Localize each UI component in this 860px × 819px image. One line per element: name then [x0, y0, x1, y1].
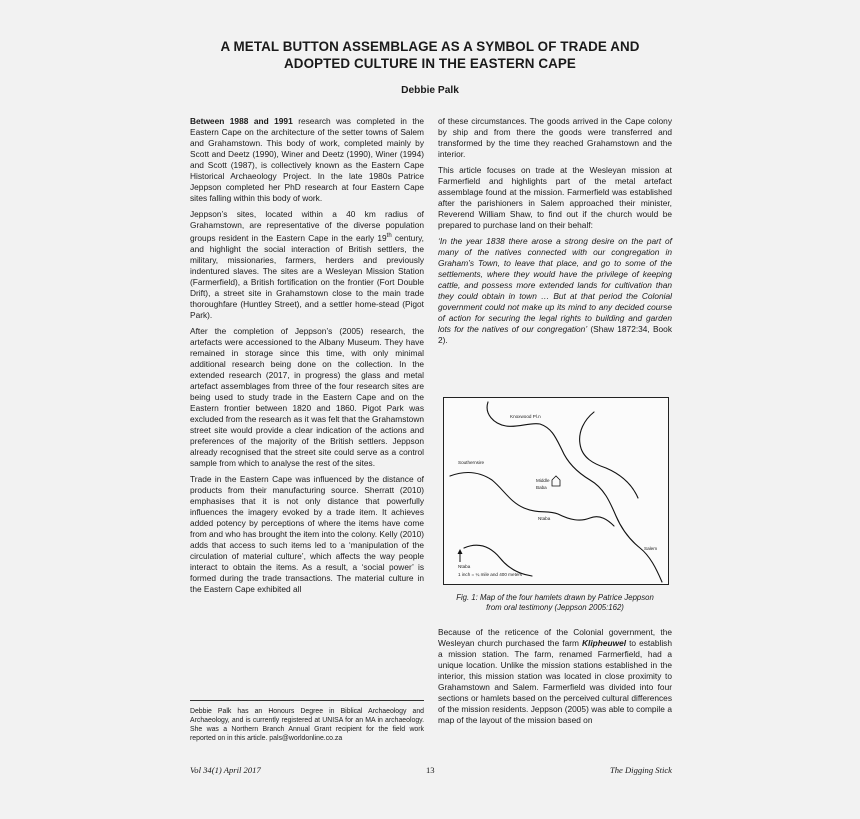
figure-caption-line-2: from oral testimony (Jeppson 2005:162): [486, 603, 624, 612]
left-column: [190, 116, 424, 600]
map-label-north: Ntaba: [458, 564, 471, 569]
north-arrow-icon: [458, 549, 463, 562]
left-paragraph-1: [190, 116, 424, 204]
farm-name: Klipheuwel: [581, 638, 627, 648]
right-column-continued: [438, 627, 672, 726]
article-title: [150, 38, 710, 72]
map-label-left: Southernsire: [458, 460, 485, 465]
right-paragraph-3-text-b: to establish a mission station. The farm, renamed Farmerfield, had a unique location. Unlike the mission stations established in the interior, this mission station was located in close proximity to Grahamstown and Salem. Farmerfield was divided into four sections or hamlets based on the perceived cultural differences of the mission residents. Jeppson (2005) was able to compile a map of the layout of the mission based on: [438, 638, 672, 725]
boundary-line-1: [450, 473, 614, 526]
river-line: [487, 402, 662, 582]
footer-page-number: 13: [426, 765, 435, 775]
hamlet-map: [444, 398, 668, 584]
title-line-2: ADOPTED CULTURE IN THE EASTERN CAPE: [284, 56, 576, 71]
right-paragraph-3-text-a: Because of the reticence of the Colonial government, the Wesleyan church purchased the farm: [438, 627, 672, 648]
map-label-lower-right: Salem: [644, 546, 658, 551]
shaw-quote-text: ‘In the year 1838 there arose a strong desire on the part of many of the natives connected with our congregation in Graham’s Town, to leave that place, and go to some of the settlements, where they would have the privilege of keeping cattle, and possess more extended lands for cultivation than they could obtain in town … But at that period the Colonial government could not make up its mind to any decided course of action for securing the legal rights to building and garden lots for the natives of our congregation’: [438, 236, 672, 334]
left-paragraph-2-text-a: Jeppson’s sites, located within a 40 km radius of Grahamstown, are representative of the diverse population groups resident in the Eastern Cape in the early 19: [190, 209, 424, 243]
left-paragraph-1-text: research was completed in the Eastern Cape on the architecture of the setter towns of Salem and Grahamstown. This body of work, completed mainly by Scott and Deetz (1990), Winer and Deetz (1990), Winer (1994) and Scott (1987), is collectively known as the Eastern Cape Historical Archaeology Project. In the late 1980s Patrice Jeppson completed her PhD research at four Eastern Cape sites falling within this body of work.: [190, 116, 424, 203]
footer-volume: Vol 34(1) April 2017: [190, 765, 261, 775]
map-label-top: Knoxwood Pl.n: [510, 414, 541, 419]
shaw-quote-reference: (Shaw 1872:34, Book 2).: [438, 324, 672, 345]
footer-journal-name: The Digging Stick: [609, 765, 672, 775]
boundary-line-2: [580, 412, 638, 498]
building-icon: [552, 476, 560, 486]
figure-caption: [438, 593, 672, 613]
right-paragraph-2: This article focuses on trade at the Wesleyan mission at Farmerfield and highlights part of the metal artefact assemblage found at the mission. Farmerfield was established after the parishioners in Salem approached their minister, Reverend William Shaw, to find out if the church would be prepared to purchase land on their behalf:: [438, 165, 672, 230]
footnote-divider: [190, 700, 424, 701]
map-scale-label: 1 inch = ¼ mile and 400 meters: [458, 572, 523, 577]
author-footnote: Debbie Palk has an Honours Degree in Biblical Archaeology and Archaeology, and is currently registered at UNISA for an MA in archaeology. She was a Northern Branch Annual Grant recipient for the field work reported on in this article. pals@worldonline.co.za: [190, 708, 424, 742]
article-author: Debbie Palk: [401, 85, 459, 96]
hamlet-map-figure: [443, 397, 669, 585]
figure-caption-line-1: Fig. 1: Map of the four hamlets drawn by Patrice Jeppson: [456, 593, 654, 602]
right-column: [438, 116, 672, 351]
right-paragraph-3: [438, 627, 672, 726]
map-label-centre-a: Middle: [536, 478, 550, 483]
title-line-1: A METAL BUTTON ASSEMBLAGE AS A SYMBOL OF TRADE AND: [220, 39, 640, 54]
map-label-ntaba: Ntaba: [538, 516, 551, 521]
superscript-th: th: [386, 233, 392, 239]
right-paragraph-1: of these circumstances. The goods arrived in the Cape colony by ship and from there the goods were transferred and transformed by the time they reached Grahamstown and the interior.: [438, 116, 672, 159]
left-paragraph-2-text-b: century, and highlight the social interaction of British settlers, the military, missionaries, farmers, herders and previously indentured slaves. The sites are a Wesleyan Mission Station (Farmerfield), a British fortification on the frontier (Fort Double Drift), a street site in Grahamstown close to the main trade thoroughfare (Huntley Street), and a settler home-stead (Pigot Park).: [190, 232, 424, 320]
left-paragraph-2: [190, 209, 424, 321]
lead-phrase: Between 1988 and 1991: [190, 116, 293, 126]
map-label-centre-b: Baba: [536, 485, 547, 490]
left-paragraph-4: Trade in the Eastern Cape was influenced by the distance of products from their manufacturing source. Sherratt (2010) emphasises that it is not only distance that powerfully influences the imagery evoked by a trade item. It achieves added potency by perceptions of where the items have come from and who has brought the item into the colony. Kelly (2010) adds that access to such items led to a ‘manipulation of the circulation of material culture’, which affects the way people interact to obtain the items. As a result, a ‘social power’ is formed during the trade transactions. The material culture in the Eastern Cape exhibited all: [190, 473, 424, 594]
shaw-quote: [438, 236, 672, 346]
left-paragraph-3: After the completion of Jeppson’s (2005) research, the artefacts were accessioned to the Albany Museum. They have remained in storage since this time, with only minimal additional research being done on the collection. In the extended research (2017, in progress) the glass and metal artefact assemblages from three of the four research sites are being used to study trade in the Eastern Cape and on the Eastern frontier between 1820 and 1860. Pigot Park was excluded from the research as it was felt that the Grahamstown street site would provide a clear indication of the actions and preferences of the majority of the British settlers. Jeppson already recognised that the street site could serve as a control sample from which to analyse the rest of the sites.: [190, 325, 424, 468]
